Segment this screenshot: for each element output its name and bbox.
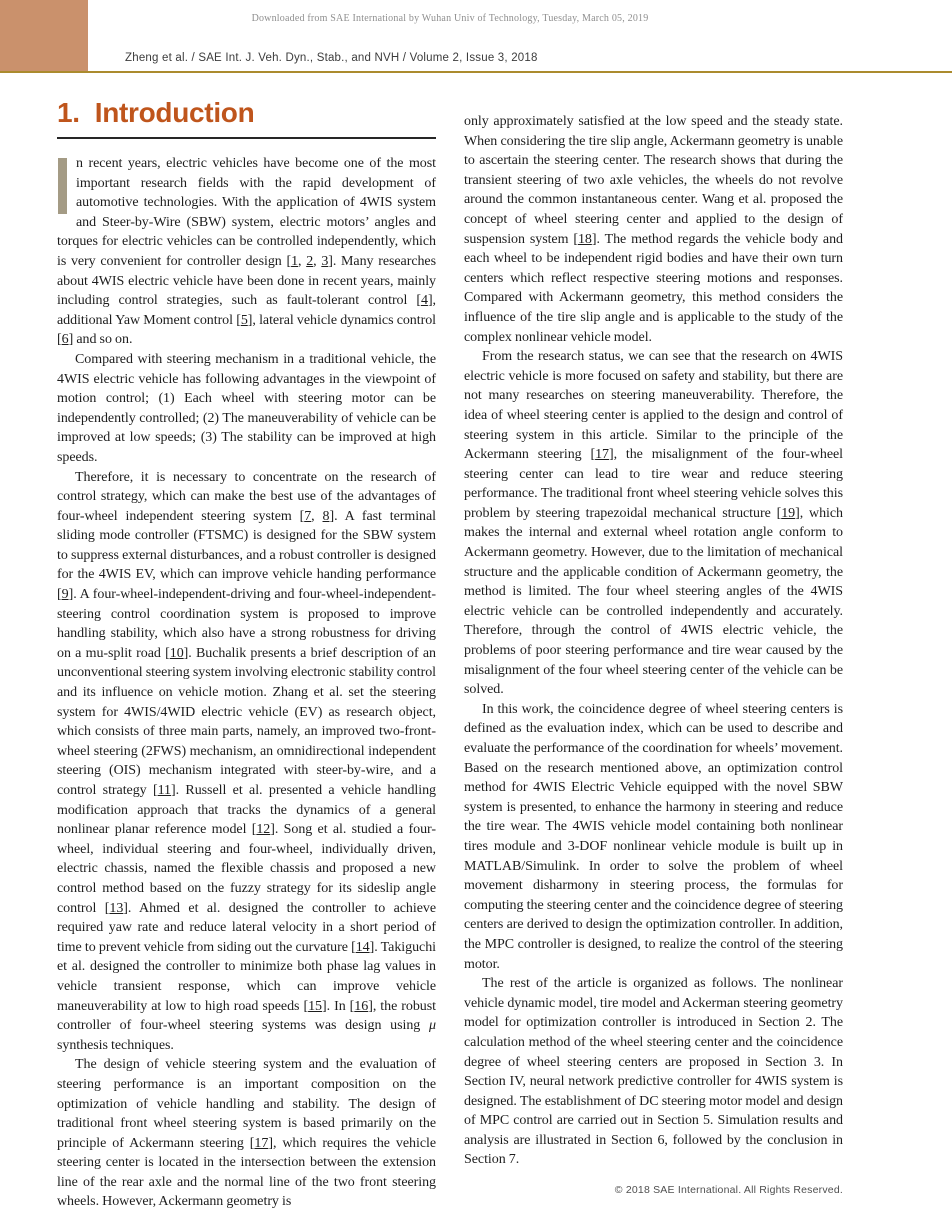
citation-link[interactable]: 3 xyxy=(321,253,329,269)
citation-link[interactable]: 19 xyxy=(781,505,796,521)
citation-link[interactable]: 5 xyxy=(240,312,248,328)
paragraph: The rest of the article is organized as follows. The nonlinear vehicle dynamic model, tire model and Ackerman steering geometry model for optimization controller is introduced in Section 2. The calculation method of the wheel steering center and the coincidence degree of wheel steering centers are proposed in Section 3. In Section IV, neural network predictive controller for 4WIS system is designed. The establishment of DC steering motor model and design of MPC control are carried out in Section 5. Simulation results and analysis are illustrated in Section 6, followed by the conclusion in Section 7. xyxy=(464,976,843,1168)
citation-link[interactable]: 4 xyxy=(420,293,428,309)
section-title-rule xyxy=(57,137,436,139)
copyright-notice: © 2018 SAE International. All Rights Reserved. xyxy=(614,1184,843,1197)
citation-link[interactable]: 18 xyxy=(577,231,592,247)
citation-link[interactable]: 15 xyxy=(308,998,322,1014)
citation-link[interactable]: 13 xyxy=(109,900,124,916)
page-corner-decoration xyxy=(0,0,88,71)
citation-link[interactable]: 12 xyxy=(256,822,271,838)
left-column-paragraphs xyxy=(57,154,436,1212)
citation-link[interactable]: 11 xyxy=(157,783,171,798)
paragraph: In this work, the coincidence degree of wheel steering centers is defined as the evaluation index, which can be used to describe and evaluate the performance of the coordination for wheels’ movement. Based on the research mentioned above, an optimization control method for 4WIS Electric Vehicle equipped with the novel SBW system is presented, to enhance the harmony in steering and reduce the tire wear. The 4WIS vehicle model containing both nonlinear tires module and 3-DOF nonlinear vehicle module is built up in MATLAB/Simulink. In order to solve the problem of wheel movement disharmony in steering process, the formulas for computing the steering center and the coincidence degree of steering centers are derived to design the optimization controller. In addition, the MPC controller is designed, to realize the control of the steering motor. xyxy=(464,701,843,972)
left-column xyxy=(57,97,436,1212)
paragraph: Compared with steering mechanism in a traditional vehicle, the 4WIS electric vehicle has following advantages in the viewpoint of motion control; (1) Each wheel with steering motor can be independently controlled; (2) The maneuverability of vehicle can be improved at low speeds; (3) The stability can be improved at high speeds. xyxy=(57,351,436,465)
header-rule xyxy=(0,71,952,73)
citation-link[interactable]: 16 xyxy=(354,998,369,1014)
dropcap xyxy=(58,158,67,214)
running-head: Zheng et al. / SAE Int. J. Veh. Dyn., Stab., and NVH / Volume 2, Issue 3, 2018 xyxy=(125,52,538,64)
right-column-paragraphs xyxy=(464,112,843,1170)
article-body xyxy=(57,97,843,1212)
citation-link[interactable]: 17 xyxy=(595,447,609,463)
paragraph: only approximately satisfied at the low speed and the steady state. When considering the tire slip angle, Ackermann geometry is unable to ascertain the steering center. The research shows that during the transient steering of two axle vehicles, the wheels do not revolve around the common instantaneous center. Wang et al. proposed the concept of wheel steering center and applied to the design of suspension system [18]. The method regards the vehicle body and each wheel to be independent rigid bodies and have their own turn centers which reflect respective steering motions and responses. Compared with Ackermann geometry, this method considers the influence of the tire slip angle and is applicable to the study of the complex nonlinear vehicle model. xyxy=(464,114,843,345)
citation-link[interactable]: 7 xyxy=(304,508,312,524)
citation-link[interactable]: 17 xyxy=(254,1135,269,1151)
citation-link[interactable]: 14 xyxy=(355,939,370,955)
download-notice: Downloaded from SAE International by Wuhan Univ of Technology, Tuesday, March 05, 2019 xyxy=(251,13,649,24)
citation-link[interactable]: 6 xyxy=(61,332,69,348)
citation-link[interactable]: 1 xyxy=(291,253,299,269)
citation-link[interactable]: 10 xyxy=(169,645,184,661)
right-column xyxy=(464,97,843,1212)
paragraph: Therefore, it is necessary to concentrate on the research of control strategy, which can make the best use of the advantages of four-wheel independent steering system [7, 8]. A fast terminal sliding mode controller (FTSMC) is designed for the SBW system to suppress external disturbances, and a robust controller is designed for the 4WIS EV, which can improve vehicle handing performance [9]. A four-wheel-independent-driving and four-wheel-independent-steering control coordination system is proposed to improve handling stability, which also have a strong robustness for driving on a mu-split road [10]. Buchalik presents a brief description of an unconventional steering system involving electronic stability control and its influence on vehicle motion. Zhang et al. set the steering system for 4WIS/4WID electric vehicle (EV) as research object, which consists of three main parts, namely, an improved two-front-wheel steering (2FWS) mechanism, an omnidirectional independent steering (OIS) mechanism integrated with steer-by-wire, and a control strategy [11]. Russell et al. presented a vehicle handling modification approach that tracks the dynamics of a general nonlinear planar reference model [12]. Song et al. studied a four-wheel, individual steering and four-wheel, individually driven, electric chassis, named the flexible chassis and proposed a new control method based on the fuzzy strategy for its sideslip angle control [13]. Ahmed et al. designed the controller to achieve required yaw rate and reduce lateral velocity in a short period of time to prevent vehicle from siding out the curvature [14]. Takiguchi et al. designed the controller to minimize both phase lag values in vehicle transient response, which can improve vehicle maneuverability at low to high road speeds [15]. In [16], the robust controller of four-wheel steering systems was design using μ synthesis techniques. xyxy=(57,469,437,1053)
section-title: 1. Introduction xyxy=(57,97,255,128)
citation-link[interactable]: 9 xyxy=(61,587,69,603)
citation-link[interactable]: 2 xyxy=(306,253,314,269)
citation-link[interactable]: 8 xyxy=(322,508,330,524)
paragraph: The design of vehicle steering system and the evaluation of steering performance is an important composition on the optimization of vehicle handling and stability. The design of traditional front wheel steering system is based primarily on the principle of Ackermann steering [17], which requires the vehicle steering center is located in the intersection between the extension line of the rear axle and the normal line of the two front steering wheels. However, Ackermann geometry is xyxy=(57,1057,436,1210)
paragraph: n recent years, electric vehicles have become one of the most important research fields with the rapid development of automotive technologies. With the application of 4WIS system and Steer-by-Wire (SBW) system, electric motors’ angles and torques for electric vehicles can be controlled independently, which is very convenient for controller design [1, 2, 3]. Many researches about 4WIS electric vehicle have been done in recent years, mainly including control strategies, such as fault-tolerant control [4], additional Yaw Moment control [5], lateral vehicle dynamics control [6] and so on. xyxy=(57,156,437,348)
paragraph: From the research status, we can see that the research on 4WIS electric vehicle is more focused on safety and stability, but there are not many researches on steering maneuverability. Therefore, the idea of wheel steering center is applied to the design and control of steering system in this article. Similar to the principle of the Ackermann steering [17], the misalignment of the four-wheel steering center can lead to tire wear and reduce steering performance. The traditional front wheel steering vehicle solves this problem by steering trapezoidal mechanical structure [19], which makes the internal and external wheel rotation angle conform to Ackermann geometry. However, due to the limitation of mechanical structure and the applicable condition of Ackermann geometry, the method is limited. The four wheel steering angles of the 4WIS electric vehicle can be controlled independently and accurately. Therefore, through the control of 4WIS electric vehicle, the problems of poor steering performance and tire wear caused by the misalignment of the four wheel steering center of the vehicle can be solved. xyxy=(464,349,843,698)
